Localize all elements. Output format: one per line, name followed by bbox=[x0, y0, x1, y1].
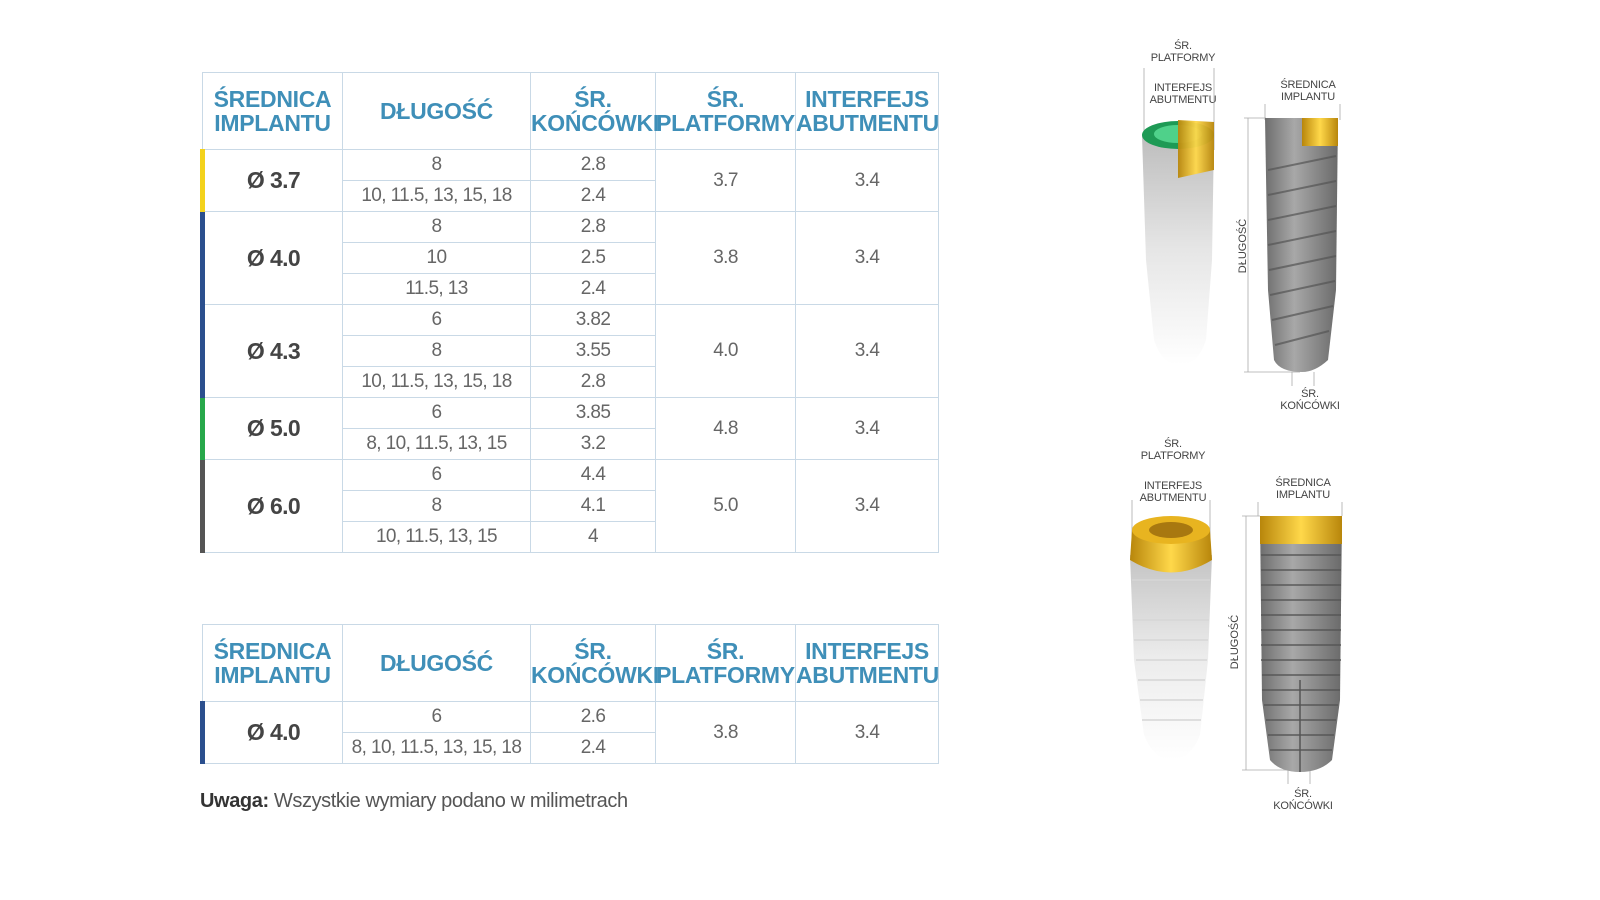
label-tip-top: ŚR. KOŃCÓWKI bbox=[1280, 388, 1340, 412]
tip-diameter-cell: 3.55 bbox=[531, 336, 656, 367]
platform-diameter-cell: 3.8 bbox=[656, 702, 796, 764]
abutment-interface-cell: 3.4 bbox=[796, 460, 939, 553]
implant-diagram-bottom bbox=[1120, 460, 1360, 790]
diameter-cell: Ø 3.7 bbox=[203, 150, 343, 212]
table-header-row bbox=[203, 73, 939, 150]
header-abutment-interface: INTERFEJS ABUTMENTU bbox=[796, 73, 939, 150]
table-row bbox=[203, 398, 939, 429]
note-label: Uwaga: bbox=[200, 790, 269, 812]
tip-diameter-cell: 3.2 bbox=[531, 429, 656, 460]
table-row bbox=[203, 305, 939, 336]
tip-diameter-cell: 2.8 bbox=[531, 150, 656, 181]
length-cell: 10 bbox=[343, 243, 531, 274]
table-row bbox=[203, 212, 939, 243]
length-cell: 8 bbox=[343, 336, 531, 367]
table-row bbox=[203, 460, 939, 491]
header-platform-diameter: ŚR. PLATFORMY bbox=[656, 625, 796, 702]
length-cell: 6 bbox=[343, 398, 531, 429]
tip-diameter-cell: 2.4 bbox=[531, 181, 656, 212]
tip-diameter-cell: 2.8 bbox=[531, 367, 656, 398]
abutment-interface-cell: 3.4 bbox=[796, 212, 939, 305]
implant-spec-table-1 bbox=[200, 72, 939, 553]
diameter-cell: Ø 6.0 bbox=[203, 460, 343, 553]
header-tip-diameter: ŚR. KOŃCÓWKI bbox=[531, 73, 656, 150]
length-cell: 8, 10, 11.5, 13, 15, 18 bbox=[343, 733, 531, 764]
label-interface-bottom: INTERFEJS ABUTMENTU bbox=[1139, 480, 1207, 504]
tip-diameter-cell: 3.85 bbox=[531, 398, 656, 429]
tip-diameter-cell: 2.6 bbox=[531, 702, 656, 733]
header-abutment-interface: INTERFEJS ABUTMENTU bbox=[796, 625, 939, 702]
label-platform-bottom: ŚR. PLATFORMY bbox=[1140, 438, 1206, 462]
table-row bbox=[203, 150, 939, 181]
implant-spec-table-2 bbox=[200, 624, 939, 764]
label-length-top: DŁUGOŚĆ bbox=[1237, 218, 1250, 274]
tip-diameter-cell: 4 bbox=[531, 522, 656, 553]
label-implant-diameter-bottom: ŚREDNICA IMPLANTU bbox=[1275, 477, 1331, 501]
label-interface-top: INTERFEJS ABUTMENTU bbox=[1149, 82, 1217, 106]
diameter-cell: Ø 5.0 bbox=[203, 398, 343, 460]
length-cell: 8, 10, 11.5, 13, 15 bbox=[343, 429, 531, 460]
abutment-interface-cell: 3.4 bbox=[796, 305, 939, 398]
abutment-interface-cell: 3.4 bbox=[796, 702, 939, 764]
header-length: DŁUGOŚĆ bbox=[343, 73, 531, 150]
length-cell: 6 bbox=[343, 460, 531, 491]
table-header-row bbox=[203, 625, 939, 702]
platform-diameter-cell: 5.0 bbox=[656, 460, 796, 553]
length-cell: 6 bbox=[343, 305, 531, 336]
length-cell: 10, 11.5, 13, 15, 18 bbox=[343, 181, 531, 212]
platform-diameter-cell: 4.0 bbox=[656, 305, 796, 398]
label-tip-bottom: ŚR. KOŃCÓWKI bbox=[1273, 788, 1333, 812]
platform-diameter-cell: 3.7 bbox=[656, 150, 796, 212]
tip-diameter-cell: 4.1 bbox=[531, 491, 656, 522]
tip-diameter-cell: 2.4 bbox=[531, 274, 656, 305]
note-text: Wszystkie wymiary podano w milimetrach bbox=[268, 790, 628, 812]
label-platform-top: ŚR. PLATFORMY bbox=[1150, 40, 1216, 64]
header-length: DŁUGOŚĆ bbox=[343, 625, 531, 702]
label-length-bottom: DŁUGOŚĆ bbox=[1229, 614, 1242, 670]
tip-diameter-cell: 2.5 bbox=[531, 243, 656, 274]
tip-diameter-cell: 4.4 bbox=[531, 460, 656, 491]
length-cell: 10, 11.5, 13, 15 bbox=[343, 522, 531, 553]
diameter-cell: Ø 4.0 bbox=[203, 702, 343, 764]
header-implant-diameter: ŚREDNICA IMPLANTU bbox=[203, 73, 343, 150]
abutment-interface-cell: 3.4 bbox=[796, 398, 939, 460]
header-implant-diameter: ŚREDNICA IMPLANTU bbox=[203, 625, 343, 702]
diameter-cell: Ø 4.3 bbox=[203, 305, 343, 398]
header-tip-diameter: ŚR. KOŃCÓWKI bbox=[531, 625, 656, 702]
length-cell: 6 bbox=[343, 702, 531, 733]
platform-diameter-cell: 4.8 bbox=[656, 398, 796, 460]
length-cell: 10, 11.5, 13, 15, 18 bbox=[343, 367, 531, 398]
length-cell: 11.5, 13 bbox=[343, 274, 531, 305]
label-implant-diameter-top: ŚREDNICA IMPLANTU bbox=[1280, 79, 1336, 103]
length-cell: 8 bbox=[343, 150, 531, 181]
abutment-interface-cell: 3.4 bbox=[796, 150, 939, 212]
tip-diameter-cell: 3.82 bbox=[531, 305, 656, 336]
diameter-cell: Ø 4.0 bbox=[203, 212, 343, 305]
tip-diameter-cell: 2.4 bbox=[531, 733, 656, 764]
table-row bbox=[203, 702, 939, 733]
implant-diagram-top bbox=[1130, 60, 1370, 390]
measurement-note bbox=[200, 790, 628, 813]
length-cell: 8 bbox=[343, 212, 531, 243]
length-cell: 8 bbox=[343, 491, 531, 522]
header-platform-diameter: ŚR. PLATFORMY bbox=[656, 73, 796, 150]
platform-diameter-cell: 3.8 bbox=[656, 212, 796, 305]
tip-diameter-cell: 2.8 bbox=[531, 212, 656, 243]
